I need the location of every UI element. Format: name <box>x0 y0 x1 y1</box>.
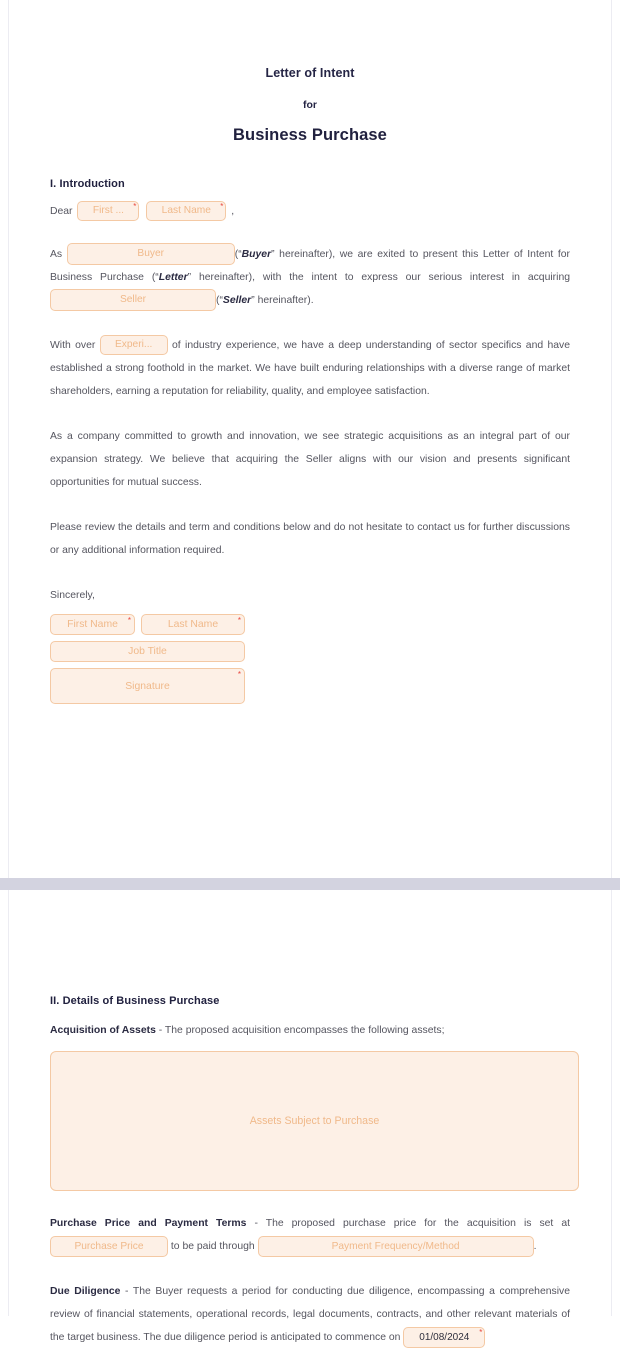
payment-method-input[interactable]: Payment Frequency/Method <box>258 1236 534 1257</box>
letter-emphasis: Letter <box>158 272 188 283</box>
purchase-price-text-3: . <box>533 1241 537 1252</box>
as-part-4: (“ <box>216 295 223 306</box>
closing-salutation: Sincerely, <box>50 590 95 601</box>
paragraph-review: Please review the details and term and conditions below and do not hesitate to contact us for further discussions or any additional information required. <box>50 522 570 556</box>
as-part-2: ” hereinafter), we are exited to present this Letter of Intent for Business Purchase (“ <box>50 249 570 283</box>
as-part-1: (“ <box>234 249 242 260</box>
signature-block <box>50 614 570 704</box>
due-diligence-label: Due Diligence <box>50 1286 121 1297</box>
paragraph-acquisition <box>50 1019 570 1042</box>
due-diligence-text: - The Buyer requests a period for conducting due diligence, encompassing a comprehensive review of financial statements, operational records, legal documents, contracts, and other relevant materials of the target business. The due diligence period is anticipated to commence on <box>50 1286 570 1343</box>
purchase-price-text-1: - The proposed purchase price for the acquisition is set at <box>246 1218 570 1229</box>
document-page-2 <box>8 890 612 1343</box>
purchase-price-input[interactable]: Purchase Price <box>50 1236 168 1257</box>
signature-last-name-input[interactable]: Last Name * <box>141 614 245 635</box>
title-connector: for <box>303 99 317 111</box>
signature-name-row <box>50 614 570 635</box>
as-part-5: ” hereinafter). <box>251 295 314 306</box>
purchase-price-label: Purchase Price and Payment Terms <box>50 1218 247 1229</box>
as-prefix: As <box>50 249 63 260</box>
job-title-input[interactable]: Job Title <box>50 641 245 662</box>
assets-textarea[interactable]: Assets Subject to Purchase <box>50 1051 579 1191</box>
experience-prefix: With over <box>50 340 96 351</box>
salutation-label: Dear <box>50 205 73 217</box>
signature-sign-row <box>50 668 570 704</box>
page-title: Letter of Intent <box>265 66 355 80</box>
experience-suffix: of industry experience, we have a deep understanding of sector specifics and have established a strong foothold in the market. We have built enduring relationships with a diverse range of market shareholders, earning a reputation for reliability, quality, and employee satisfaction. <box>50 340 571 397</box>
as-part-3: ” hereinafter), with the intent to express our serious interest in acquiring <box>187 272 570 283</box>
acquisition-label: Acquisition of Assets <box>50 1025 156 1036</box>
document-title-block <box>50 66 570 145</box>
paragraph-purchase-price <box>50 1212 570 1258</box>
page-subtitle: Business Purchase <box>233 126 387 144</box>
seller-emphasis: Seller <box>222 295 252 306</box>
first-name-input[interactable]: First ... * <box>77 201 139 221</box>
buyer-emphasis: Buyer <box>241 249 272 260</box>
section-heading-introduction: I. Introduction <box>50 178 125 190</box>
signature-job-row <box>50 641 570 662</box>
acquisition-text: - The proposed acquisition encompasses the following assets; <box>155 1025 445 1036</box>
paragraph-buyer-seller <box>50 243 570 312</box>
salutation-line <box>50 201 570 221</box>
signature-input[interactable]: Signature * <box>50 668 245 704</box>
document-page-1 <box>8 0 612 878</box>
salutation-comma: , <box>231 205 235 217</box>
page-break-separator <box>0 878 620 890</box>
paragraph-growth: As a company committed to growth and innovation, we see strategic acquisitions as an integral part of our expansion strategy. We believe that acquiring the Seller aligns with our vision and presents significant opportunities for mutual success. <box>50 431 570 488</box>
seller-input[interactable]: Seller <box>50 289 216 311</box>
last-name-input[interactable]: Last Name * <box>146 201 226 221</box>
paragraph-experience <box>50 334 570 403</box>
due-diligence-date-input[interactable]: 01/08/2024 * <box>403 1327 485 1348</box>
experience-input[interactable]: Experi... <box>100 335 168 355</box>
paragraph-due-diligence <box>50 1280 570 1349</box>
buyer-input[interactable]: Buyer <box>67 243 235 265</box>
section-heading-details: II. Details of Business Purchase <box>50 995 220 1007</box>
purchase-price-text-2: to be paid through <box>170 1241 255 1252</box>
signature-first-name-input[interactable]: First Name * <box>50 614 135 635</box>
